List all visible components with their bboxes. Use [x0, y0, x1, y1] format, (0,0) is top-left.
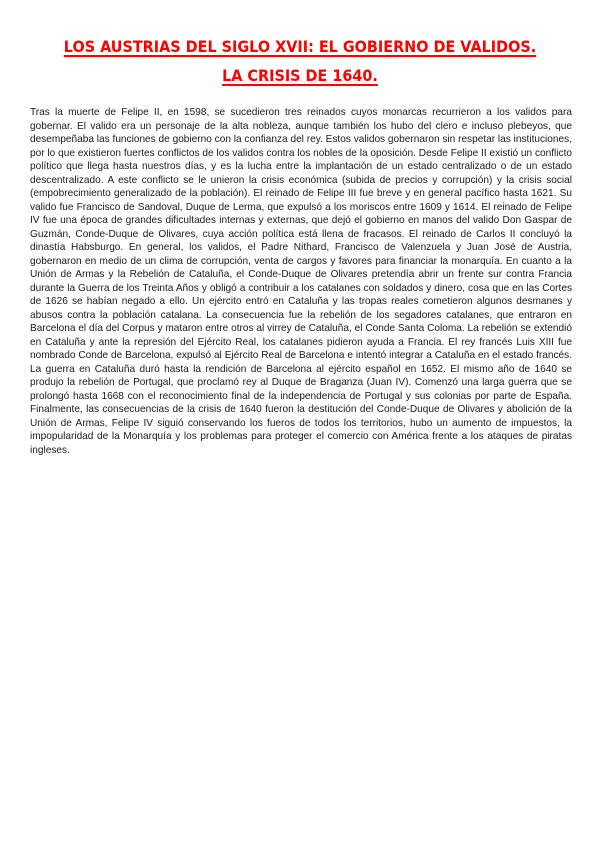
document-title: LOS AUSTRIAS DEL SIGLO XVII: EL GOBIERNO DE VALIDOS. LA CRISIS DE 1640. [63, 37, 537, 85]
document-body-paragraph: Tras la muerte de Felipe II, en 1598, se sucedieron tres reinados cuyos monarcas recurrieron a los validos para gobernar. El valido era un personaje de la alta nobleza, aunque también los hubo del clero e incluso plebeyos, que desempeñaba las funciones de gobierno con la confianza del rey. Estos validos gobernaron sin respetar las instituciones, por lo que existieron fuertes conflictos de los validos contra los nobles de la oposición. Desde Felipe II existió un conflicto político que llega hasta nuestros días, y es la lucha entre la implantación de un estado centralizado o de un estado descentralizado. A este conflicto se le unieron la crisis económica (subida de precios y corrupción) y la crisis social (empobrecimiento generalizado de la población). El reinado de Felipe III fue breve y en general pacífico hasta 1621. Su valido fue Francisco de Sandoval, Duque de Lerma, que expulsó a los moriscos entre 1609 y 1614. El reinado de Felipe IV fue una época de grandes dificultades internas y externas, que dejó el gobierno en manos del valido Don Gaspar de Guzmán, Conde-Duque de Olivares, cuya acción política está llena de fracasos. El reinado de Carlos II concluyó la dinastía Habsburgo. En general, los validos, el Padre Nithard, Francisco de Valenzuela y Juan José de Austria, gobernaron en medio de un clima de corrupción, venta de cargos y favores para financiar la monarquía. En cuanto a la Unión de Armas y la Rebelión de Cataluña, el Conde-Duque de Olivares pretendía abrir un frente sur contra Francia durante la Guerra de los Treinta Años y obligó a contribuir a los catalanes con soldados y dinero, cosa que en las Cortes de 1626 se habían negado a ello. Un ejército entró en Cataluña y las tropas reales cometieron algunos desmanes y abusos contra la población catalana. La consecuencia fue la rebelión de los segadores catalanes, que entraron en Barcelona el día del Corpus y mataron entre otros al virrey de Cataluña, el Conde Santa Coloma. La rebelión se extendió en Cataluña y ante la represión del Ejército Real, los catalanes pidieron ayuda a Francia. El rey francés Luis XIII fue nombrado Conde de Barcelona, expulsó al Ejército Real de Barcelona e intentó integrar a Cataluña en el estado francés. La guerra en Cataluña duró hasta la rendición de Barcelona al ejército español en 1652. El mismo año de 1640 se produjo la rebelión de Portugal, que proclamó rey al Duque de Braganza (Juan IV). Comenzó una larga guerra que se prolongó hasta 1668 con el reconocimiento final de la independencia de Portugal y sus colonias por parte de España. Finalmente, las consecuencias de la crisis de 1640 fueron la destitución del Conde-Duque de Olivares y abolición de la Unión de Armas, Felipe IV siguió conservando los fueros de todos los territorios, hubo un aumento de impuestos, la impopularidad de la Monarquía y los problemas para proteger el comercio con América frente a los ataques de piratas ingleses. [30, 107, 572, 456]
